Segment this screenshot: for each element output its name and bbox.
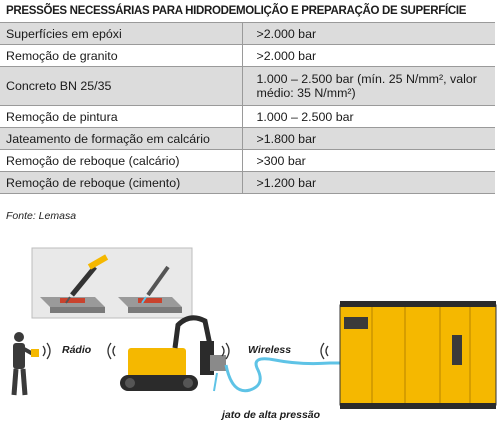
row-label: Remoção de reboque (cimento) (0, 172, 242, 194)
hydrodemolition-illustration (0, 245, 500, 427)
table-row (0, 128, 495, 150)
row-label: Remoção de reboque (calcário) (0, 150, 242, 172)
row-label: Superfícies em epóxi (0, 23, 242, 45)
row-value: >1.800 bar (242, 128, 495, 150)
pressure-table (0, 22, 495, 194)
row-label: Remoção de pintura (0, 106, 242, 128)
table-row (0, 23, 495, 45)
table-row (0, 150, 495, 172)
row-value: 1.000 – 2.500 bar (242, 106, 495, 128)
table-title: PRESSÕES NECESSÁRIAS PARA HIDRODEMOLIÇÃO E PREPARAÇÃO DE SUPERFÍCIE (6, 3, 467, 17)
pump-container-icon (340, 301, 496, 409)
row-value: 1.000 – 2.500 bar (mín. 25 N/mm², valor médio: 35 N/mm²) (242, 67, 495, 106)
jet-label: jato de alta pressão (222, 409, 321, 421)
table-row (0, 172, 495, 194)
wireless-label: Wireless (248, 344, 292, 356)
radio-label: Rádio (62, 344, 92, 356)
row-label: Remoção de granito (0, 45, 242, 67)
row-label: Jateamento de formação em calcário (0, 128, 242, 150)
hydrodemolition-robot-icon (120, 318, 226, 391)
row-value: >2.000 bar (242, 23, 495, 45)
illustration-drawing (0, 245, 500, 427)
table-row (0, 45, 495, 67)
table-row (0, 67, 495, 106)
water-hose (226, 359, 345, 391)
row-value: >1.200 bar (242, 172, 495, 194)
source-note: Fonte: Lemasa (6, 210, 77, 222)
table-row (0, 106, 495, 128)
row-value: >2.000 bar (242, 45, 495, 67)
row-label: Concreto BN 25/35 (0, 67, 242, 106)
operator-icon (13, 332, 39, 395)
manual-tools-inset (32, 248, 192, 318)
row-value: >300 bar (242, 150, 495, 172)
